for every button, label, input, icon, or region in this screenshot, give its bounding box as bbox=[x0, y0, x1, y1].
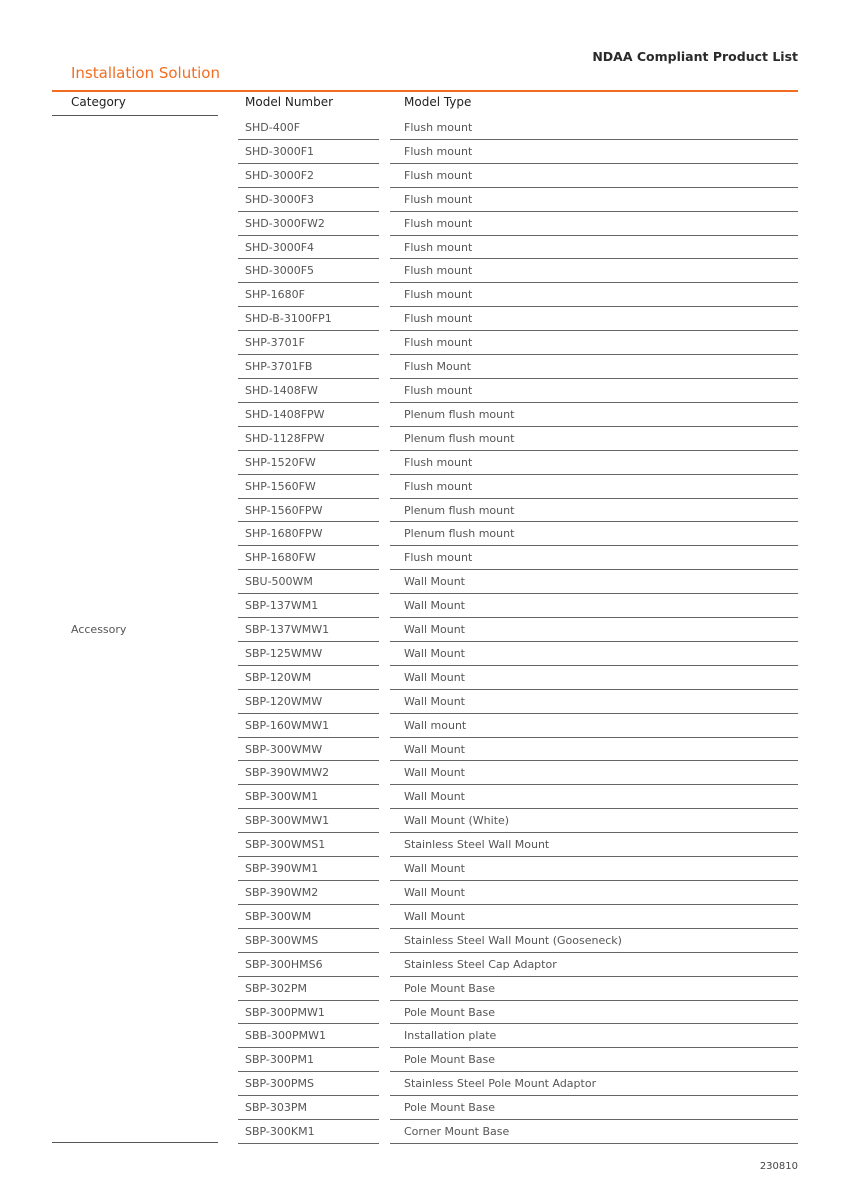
model-type-cell: Flush mount bbox=[390, 307, 798, 331]
model-number-cell: SBP-300WMS1 bbox=[238, 833, 379, 857]
model-number-cell: SHD-1128FPW bbox=[238, 427, 379, 451]
model-number-cell: SBP-160WMW1 bbox=[238, 714, 379, 738]
model-number-cell: SBP-137WMW1 bbox=[238, 618, 379, 642]
model-number-cell: SHD-B-3100FP1 bbox=[238, 307, 379, 331]
table-row bbox=[0, 259, 849, 283]
model-number-cell: SBP-390WMW2 bbox=[238, 761, 379, 785]
model-number-cell: SBU-500WM bbox=[238, 570, 379, 594]
model-type-cell: Corner Mount Base bbox=[390, 1120, 798, 1144]
model-number-cell: SBP-300WMW1 bbox=[238, 809, 379, 833]
model-type-cell: Plenum flush mount bbox=[390, 499, 798, 523]
table-row bbox=[0, 116, 849, 140]
table-row bbox=[0, 499, 849, 523]
model-type-cell: Pole Mount Base bbox=[390, 977, 798, 1001]
model-type-cell: Wall Mount bbox=[390, 881, 798, 905]
category-divider-bottom bbox=[52, 1142, 218, 1143]
table-row bbox=[0, 809, 849, 833]
model-type-cell: Wall Mount bbox=[390, 642, 798, 666]
model-number-cell: SHP-3701FB bbox=[238, 355, 379, 379]
table-row bbox=[0, 1048, 849, 1072]
model-type-cell: Flush mount bbox=[390, 116, 798, 140]
product-table-body bbox=[0, 116, 849, 1144]
model-number-cell: SHP-1560FPW bbox=[238, 499, 379, 523]
table-row bbox=[0, 570, 849, 594]
model-type-cell: Stainless Steel Wall Mount bbox=[390, 833, 798, 857]
model-number-cell: SHP-1680FW bbox=[238, 546, 379, 570]
table-row bbox=[0, 427, 849, 451]
model-type-cell: Stainless Steel Pole Mount Adaptor bbox=[390, 1072, 798, 1096]
table-row bbox=[0, 475, 849, 499]
table-row bbox=[0, 546, 849, 570]
model-number-cell: SBP-302PM bbox=[238, 977, 379, 1001]
model-type-cell: Installation plate bbox=[390, 1024, 798, 1048]
model-type-cell: Wall Mount bbox=[390, 738, 798, 762]
model-number-cell: SHD-3000F3 bbox=[238, 188, 379, 212]
model-number-cell: SBB-300PMW1 bbox=[238, 1024, 379, 1048]
table-row bbox=[0, 666, 849, 690]
header-divider bbox=[52, 90, 798, 92]
model-type-cell: Flush mount bbox=[390, 379, 798, 403]
model-type-cell: Flush mount bbox=[390, 236, 798, 260]
model-type-cell: Flush mount bbox=[390, 451, 798, 475]
model-type-cell: Pole Mount Base bbox=[390, 1048, 798, 1072]
model-type-cell: Wall Mount (White) bbox=[390, 809, 798, 833]
model-number-cell: SHP-1560FW bbox=[238, 475, 379, 499]
model-number-cell: SHD-400F bbox=[238, 116, 379, 140]
model-type-cell: Plenum flush mount bbox=[390, 403, 798, 427]
model-type-cell: Wall Mount bbox=[390, 857, 798, 881]
model-number-cell: SBP-300WM bbox=[238, 905, 379, 929]
model-number-cell: SBP-125WMW bbox=[238, 642, 379, 666]
document-code: 230810 bbox=[759, 1161, 798, 1172]
model-number-cell: SHD-1408FPW bbox=[238, 403, 379, 427]
model-number-cell: SBP-390WM2 bbox=[238, 881, 379, 905]
model-type-cell: Stainless Steel Cap Adaptor bbox=[390, 953, 798, 977]
model-number-cell: SHP-3701F bbox=[238, 331, 379, 355]
table-row bbox=[0, 642, 849, 666]
model-number-cell: SHD-3000F4 bbox=[238, 236, 379, 260]
table-row bbox=[0, 690, 849, 714]
table-row bbox=[0, 953, 849, 977]
table-row bbox=[0, 905, 849, 929]
model-type-cell: Plenum flush mount bbox=[390, 427, 798, 451]
column-header-model-type: Model Type bbox=[404, 95, 472, 109]
model-type-cell: Flush mount bbox=[390, 212, 798, 236]
model-type-cell: Flush mount bbox=[390, 164, 798, 188]
table-row bbox=[0, 1120, 849, 1144]
table-row bbox=[0, 355, 849, 379]
table-row bbox=[0, 594, 849, 618]
model-type-cell: Wall Mount bbox=[390, 570, 798, 594]
table-row bbox=[0, 881, 849, 905]
model-type-cell: Flush Mount bbox=[390, 355, 798, 379]
table-row bbox=[0, 1001, 849, 1025]
table-row bbox=[0, 236, 849, 260]
model-type-cell: Plenum flush mount bbox=[390, 522, 798, 546]
model-type-cell: Wall Mount bbox=[390, 761, 798, 785]
model-number-cell: SBP-120WMW bbox=[238, 690, 379, 714]
category-cell: Accessory bbox=[71, 623, 127, 636]
model-number-cell: SBP-300WMS bbox=[238, 929, 379, 953]
model-type-cell: Wall Mount bbox=[390, 785, 798, 809]
table-row bbox=[0, 522, 849, 546]
model-type-cell: Flush mount bbox=[390, 140, 798, 164]
table-row bbox=[0, 140, 849, 164]
model-type-cell: Flush mount bbox=[390, 188, 798, 212]
table-row bbox=[0, 1072, 849, 1096]
table-row bbox=[0, 761, 849, 785]
model-type-cell: Wall Mount bbox=[390, 905, 798, 929]
model-type-cell: Stainless Steel Wall Mount (Gooseneck) bbox=[390, 929, 798, 953]
model-number-cell: SHD-1408FW bbox=[238, 379, 379, 403]
table-row bbox=[0, 283, 849, 307]
model-number-cell: SBP-390WM1 bbox=[238, 857, 379, 881]
column-header-category: Category bbox=[71, 95, 126, 109]
table-row bbox=[0, 403, 849, 427]
table-row bbox=[0, 929, 849, 953]
model-type-cell: Pole Mount Base bbox=[390, 1096, 798, 1120]
table-row bbox=[0, 1096, 849, 1120]
table-row bbox=[0, 977, 849, 1001]
model-type-cell: Flush mount bbox=[390, 283, 798, 307]
model-type-cell: Flush mount bbox=[390, 259, 798, 283]
table-row bbox=[0, 379, 849, 403]
model-number-cell: SHP-1680F bbox=[238, 283, 379, 307]
table-row bbox=[0, 785, 849, 809]
table-row bbox=[0, 618, 849, 642]
model-type-cell: Wall mount bbox=[390, 714, 798, 738]
model-number-cell: SBP-300KM1 bbox=[238, 1120, 379, 1144]
model-number-cell: SBP-137WM1 bbox=[238, 594, 379, 618]
table-row bbox=[0, 738, 849, 762]
model-number-cell: SBP-300HMS6 bbox=[238, 953, 379, 977]
table-row bbox=[0, 188, 849, 212]
model-number-cell: SHD-3000F5 bbox=[238, 259, 379, 283]
model-type-cell: Pole Mount Base bbox=[390, 1001, 798, 1025]
table-row bbox=[0, 331, 849, 355]
table-row bbox=[0, 714, 849, 738]
model-number-cell: SHD-3000F1 bbox=[238, 140, 379, 164]
model-type-cell: Flush mount bbox=[390, 475, 798, 499]
section-title: Installation Solution bbox=[71, 64, 220, 82]
model-number-cell: SBP-300WM1 bbox=[238, 785, 379, 809]
model-type-cell: Wall Mount bbox=[390, 618, 798, 642]
model-type-cell: Flush mount bbox=[390, 331, 798, 355]
table-row bbox=[0, 164, 849, 188]
table-row bbox=[0, 212, 849, 236]
table-row bbox=[0, 857, 849, 881]
table-row bbox=[0, 307, 849, 331]
model-number-cell: SBP-300PMW1 bbox=[238, 1001, 379, 1025]
document-title: NDAA Compliant Product List bbox=[592, 49, 798, 64]
model-type-cell: Wall Mount bbox=[390, 594, 798, 618]
model-type-cell: Wall Mount bbox=[390, 666, 798, 690]
model-number-cell: SBP-300PM1 bbox=[238, 1048, 379, 1072]
table-row bbox=[0, 1024, 849, 1048]
model-number-cell: SBP-120WM bbox=[238, 666, 379, 690]
model-number-cell: SHP-1520FW bbox=[238, 451, 379, 475]
model-type-cell: Flush mount bbox=[390, 546, 798, 570]
model-number-cell: SBP-303PM bbox=[238, 1096, 379, 1120]
model-number-cell: SHP-1680FPW bbox=[238, 522, 379, 546]
table-row bbox=[0, 833, 849, 857]
model-type-cell: Wall Mount bbox=[390, 690, 798, 714]
model-number-cell: SHD-3000FW2 bbox=[238, 212, 379, 236]
model-number-cell: SBP-300WMW bbox=[238, 738, 379, 762]
model-number-cell: SHD-3000F2 bbox=[238, 164, 379, 188]
column-header-model-number: Model Number bbox=[245, 95, 334, 109]
table-row bbox=[0, 451, 849, 475]
model-number-cell: SBP-300PMS bbox=[238, 1072, 379, 1096]
